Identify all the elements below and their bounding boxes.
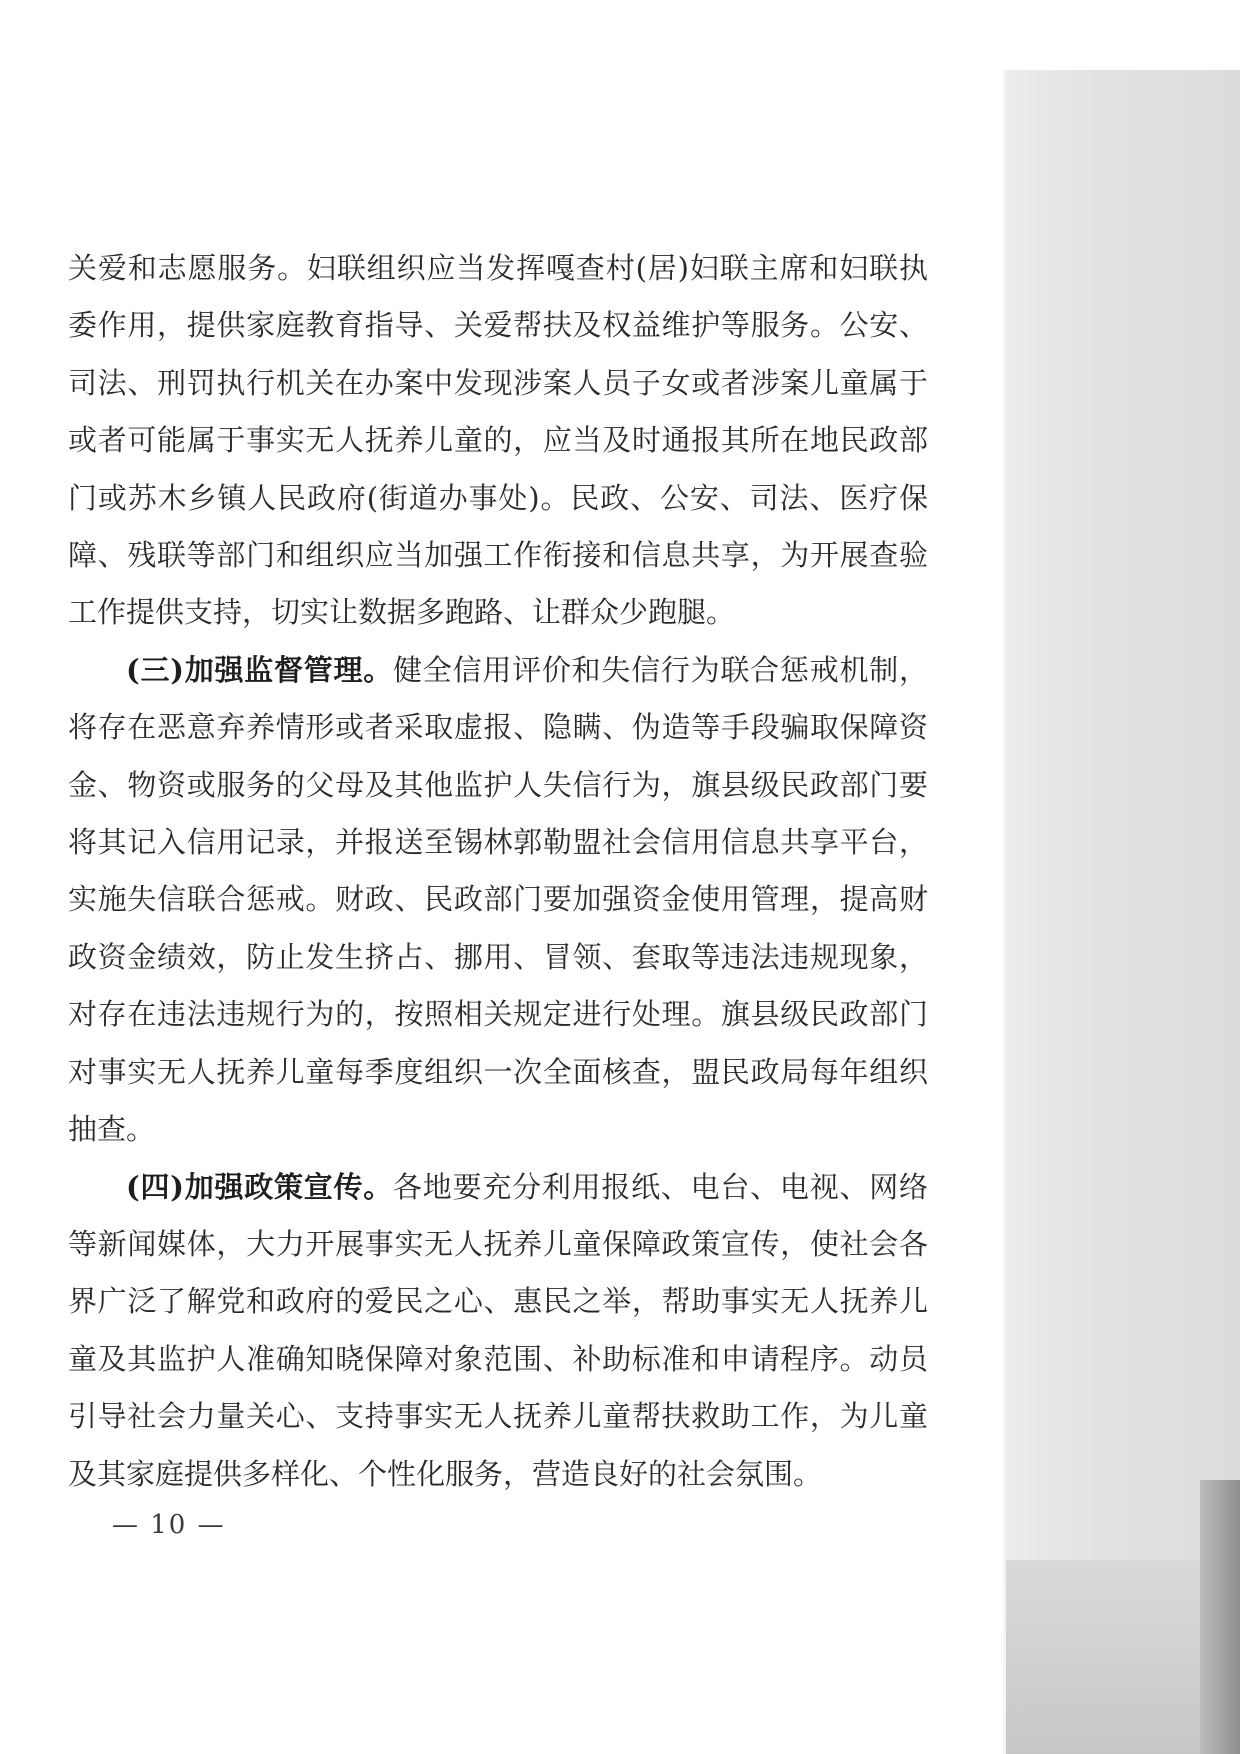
body-text: [68, 240, 928, 1503]
scan-shadow: [1200, 1480, 1240, 1754]
sheet-edge: [1003, 70, 1006, 1754]
paragraph-supervision: [68, 642, 928, 1159]
paragraph-text: 关爱和志愿服务。妇联组织应当发挥嘎查村(居)妇联主席和妇联执委作用，提供家庭教育指导、关爱帮扶及权益维护等服务。公安、司法、刑罚执行机关在办案中发现涉案人员子女或者涉案儿童属于或者可能属于事实无人抚养儿童的，应当及时通报其所在地民政部门或苏木乡镇人民政府(街道办事处)。民政、公安、司法、医疗保障、残联等部门和组织应当加强工作衔接和信息共享，为开展查验工作提供支持，切实让数据多跑路、让群众少跑腿。: [68, 251, 928, 630]
paragraph-text: 各地要充分利用报纸、电台、电视、网络等新闻媒体，大力开展事实无人抚养儿童保障政策宣传，使社会各界广泛了解党和政府的爱民之心、惠民之举，帮助事实无人抚养儿童及其监护人准确知晓保障对象范围、补助标准和申请程序。动员引导社会力量关心、支持事实无人抚养儿童帮扶救助工作，为儿童及其家庭提供多样化、个性化服务，营造良好的社会氛围。: [68, 1169, 928, 1491]
paragraph-publicity: [68, 1159, 928, 1503]
section-heading: (四)加强政策宣传。: [126, 1169, 394, 1204]
section-heading: (三)加强监督管理。: [126, 652, 394, 687]
page-number: — 10 —: [112, 1510, 226, 1540]
paragraph-text: 健全信用评价和失信行为联合惩戒机制，将存在恶意弃养情形或者采取虚报、隐瞒、伪造等手段骗取保障资金、物资或服务的父母及其他监护人失信行为，旗县级民政部门要将其记入信用记录，并报送至锡林郭勒盟社会信用信息共享平台，实施失信联合惩戒。财政、民政部门要加强资金使用管理，提高财政资金绩效，防止发生挤占、挪用、冒领、套取等违法违规现象，对存在违法违规行为的，按照相关规定进行处理。旗县级民政部门对事实无人抚养儿童每季度组织一次全面核查，盟民政局每年组织抽查。: [68, 652, 928, 1147]
paragraph-continuation: [68, 240, 928, 642]
